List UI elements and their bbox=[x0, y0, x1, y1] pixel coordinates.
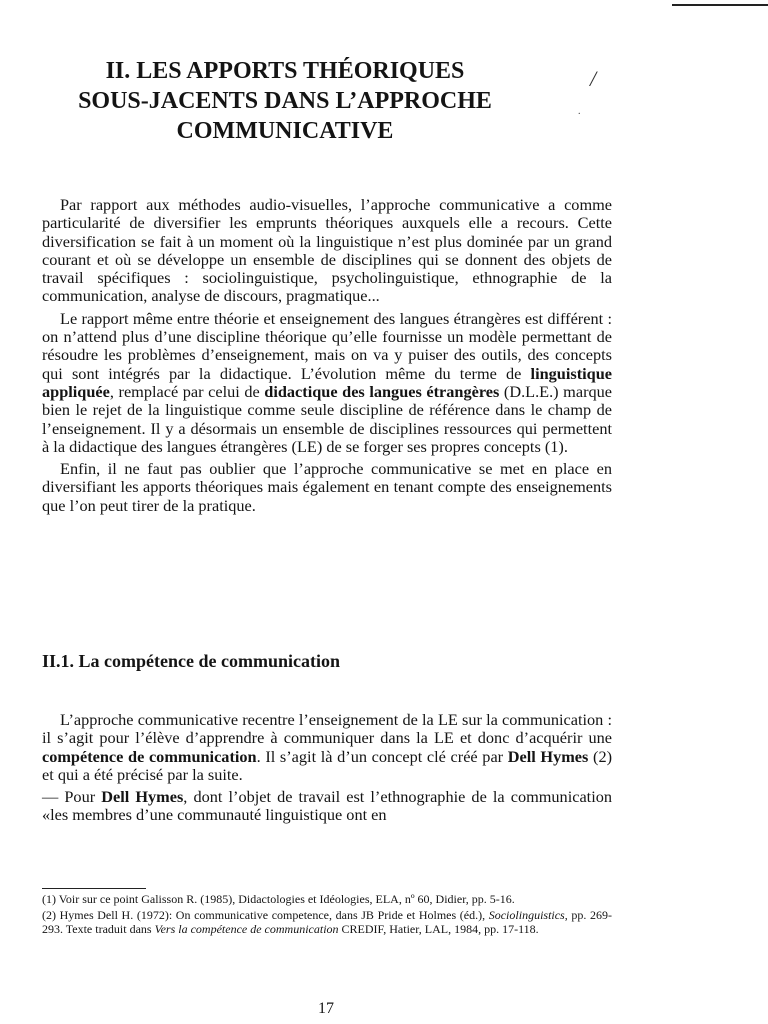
footnote-separator bbox=[42, 888, 146, 889]
page-number: 17 bbox=[318, 1000, 334, 1017]
footnote-2-text-c: , pp. 269-293. Texte traduit dans bbox=[42, 908, 612, 936]
chapter-title-line-2: SOUS-JACENTS DANS L’APPROCHE bbox=[78, 88, 492, 114]
section-p1-text-c: . Il s’agit là d’un concept clé créé par bbox=[256, 746, 508, 766]
intro-paragraph-1: Par rapport aux méthodes audio-visuelles, l’approche communicative a comme particularité de diversifier les emprunts théoriques auxquels elle a recours. Cette diversification se fait à un moment où la linguistique n’est plus dominée par un grand courant et où se développe un ensemble de disciplines qui se donnent des objets de travail spécifiques : sociolinguistique, psycholinguistique, ethnographie de la communication, analyse de discours, pragmatique... bbox=[42, 195, 612, 306]
section-p1-text-e: (2) et qui a été précisé par la suite. bbox=[42, 746, 613, 784]
intro-paragraph-2 bbox=[42, 310, 612, 456]
chapter-title-line-1: II. LES APPORTS THÉORIQUES bbox=[105, 58, 465, 84]
footnotes bbox=[42, 892, 612, 938]
author-dell-hymes-2: Dell Hymes bbox=[101, 787, 184, 807]
intro-p2-text-c: , remplacé par celui de bbox=[109, 381, 265, 401]
author-dell-hymes: Dell Hymes bbox=[507, 746, 589, 766]
section-p2-text-c: , dont l’objet de travail est l’ethnographie de la communication «les membres d’une communauté linguistique ont en bbox=[42, 787, 613, 825]
margin-dot-mark: . bbox=[578, 106, 581, 117]
term-didactique-langues-etrangeres: didactique des langues étrangères bbox=[264, 381, 500, 401]
section-p2-text-a: — Pour bbox=[42, 787, 102, 807]
section-title: II.1. La compétence de communication bbox=[42, 651, 340, 671]
footnote-2-title-vers-la-competence: Vers la compétence de communication bbox=[154, 922, 339, 936]
intro-p2-text-a: Le rapport même entre théorie et enseignement des langues étrangères est différent : on n’attend plus d’une discipline théorique qu’elle fournisse un modèle permettant de résoudre les problèmes d’enseignement, mais on va y puiser des outils, des concepts qui sont intégrés par la didactique. L’évolution même du terme de bbox=[42, 308, 612, 383]
term-competence-de-communication: compétence de communication bbox=[42, 746, 257, 766]
intro-p2-text-e: (D.L.E.) marque bien le rejet de la linguistique comme seule discipline de référence dans le champ de l’enseignement. Il y a désormais un ensemble de disciplines ressources qui permettent à la didactique des langues étrangères (LE) de se forger ses propres concepts (1). bbox=[42, 381, 613, 456]
term-linguistique-appliquee: linguistique appliquée bbox=[42, 363, 612, 401]
section-paragraph-2 bbox=[42, 788, 612, 825]
footnote-2 bbox=[42, 908, 612, 936]
section-paragraph-1 bbox=[42, 711, 612, 784]
footnote-2-title-sociolinguistics: Sociolinguistics bbox=[488, 908, 565, 922]
section-p1-text-a: L’approche communicative recentre l’enseignement de la LE sur la communication : il s’agit pour l’élève d’apprendre à communiquer dans la LE et donc d’acquérir une bbox=[42, 710, 612, 748]
intro-text bbox=[42, 196, 612, 519]
footnote-2-text-a: (2) Hymes Dell H. (1972): On communicative competence, dans JB Pride et Holmes (éd.), bbox=[42, 908, 489, 922]
footnote-2-text-e: CREDIF, Hatier, LAL, 1984, pp. 17-118. bbox=[338, 922, 539, 936]
top-edge-rule bbox=[672, 4, 768, 6]
chapter-title-line-3: COMMUNICATIVE bbox=[176, 118, 394, 144]
chapter-title bbox=[40, 56, 530, 146]
margin-pen-mark: / bbox=[590, 66, 597, 91]
intro-paragraph-3: Enfin, il ne faut pas oublier que l’approche communicative se met en place en diversifiant les apports théoriques mais également en tenant compte des enseignements que l’on peut tirer de la pratique. bbox=[42, 459, 612, 515]
section-text bbox=[42, 711, 612, 829]
footnote-1: (1) Voir sur ce point Galisson R. (1985), Didactologies et Idéologies, ELA, nº 60, Didier, pp. 5-16. bbox=[42, 892, 515, 906]
